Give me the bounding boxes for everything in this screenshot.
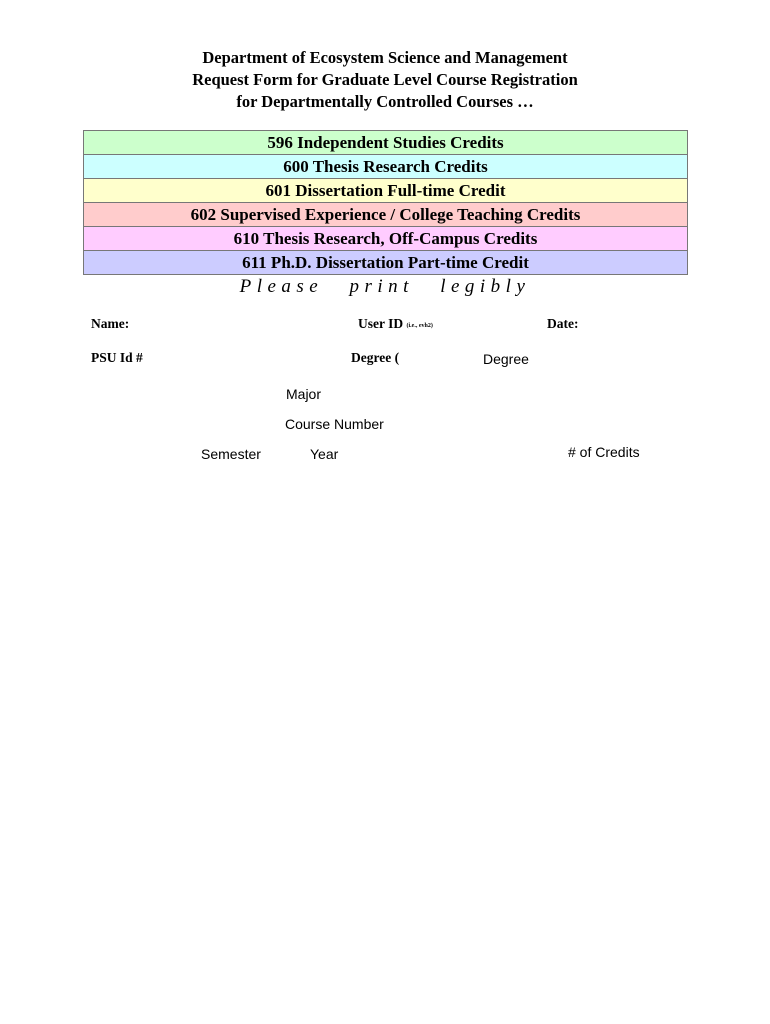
degree-field[interactable]: Degree xyxy=(483,351,529,367)
user-id-hint: (i.e., evh2) xyxy=(406,323,433,329)
major-field[interactable]: Major xyxy=(286,386,322,402)
course-610: 610 Thesis Research, Off-Campus Credits xyxy=(84,227,687,251)
psu-id-label: PSU Id # xyxy=(91,350,143,365)
header-subtitle: for Departmentally Controlled Courses … xyxy=(236,92,534,111)
course-611: 611 Ph.D. Dissertation Part-time Credit xyxy=(84,251,687,274)
degree-label: Degree ( xyxy=(351,350,400,365)
form-header xyxy=(0,47,770,113)
year-field[interactable]: Year xyxy=(310,446,339,462)
name-label: Name: xyxy=(91,316,130,331)
date-label: Date: xyxy=(547,316,579,331)
course-602: 602 Supervised Experience / College Teaching Credits xyxy=(84,203,687,227)
user-id-label xyxy=(358,316,433,332)
course-600: 600 Thesis Research Credits xyxy=(84,155,687,179)
course-601: 601 Dissertation Full-time Credit xyxy=(84,179,687,203)
course-596: 596 Independent Studies Credits xyxy=(84,131,687,155)
semester-field[interactable]: Semester xyxy=(201,446,261,462)
user-id-label-text: User ID xyxy=(358,316,404,331)
course-number-field[interactable]: Course Number xyxy=(285,416,384,432)
header-department: Department of Ecosystem Science and Management xyxy=(202,48,568,67)
header-form-title: Request Form for Graduate Level Course Registration xyxy=(192,70,578,89)
course-list xyxy=(83,130,688,275)
credits-field[interactable]: # of Credits xyxy=(568,444,640,460)
print-legibly-instruction: Please print legibly xyxy=(239,276,531,297)
